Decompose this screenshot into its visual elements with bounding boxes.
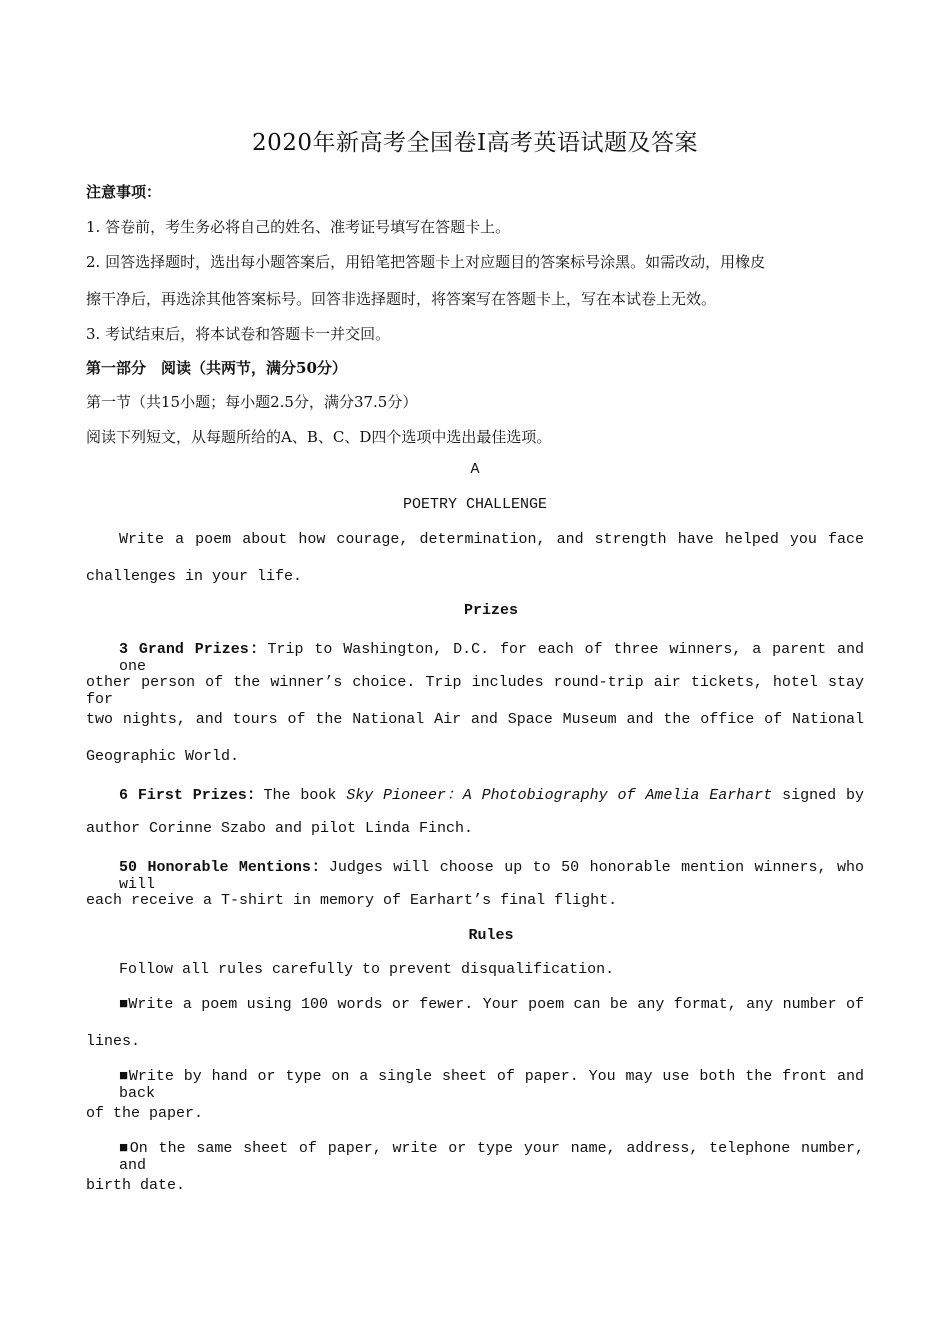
bullet-icon: ■ — [119, 1140, 130, 1157]
notice-item-2-line-1: 2. 回答选择题时，选出每小题答案后，用铅笔把答题卡上对应题目的答案标号涂黑。如需改动，用橡皮 — [86, 253, 766, 271]
notice-item-1: 1. 答卷前，考生务必将自己的姓名、准考证号填写在答题卡上。 — [86, 218, 511, 236]
intro-line-2: challenges in your life. — [86, 568, 303, 585]
rules-heading: Rules — [468, 927, 514, 944]
first-prize-line-2: author Corinne Szabo and pilot Linda Finch. — [86, 820, 474, 837]
reading-instruction: 阅读下列短文，从每题所给的A、B、C、D四个选项中选出最佳选项。 — [86, 428, 552, 446]
passage-label: A — [470, 461, 480, 478]
document-title: 2020年新高考全国卷Ⅰ高考英语试题及答案 — [251, 130, 699, 156]
grand-prize-line-4: Geographic World. — [86, 748, 240, 765]
rule-2-line-1 — [86, 1068, 864, 1102]
notice-item-2-line-2: 擦干净后，再选涂其他答案标号。回答非选择题时，将答案写在答题卡上，写在本试卷上无效。 — [86, 290, 717, 308]
first-prize-pre: The book — [263, 787, 347, 804]
honorable-text: Judges will choose up to 50 honorable mention winners, who will — [119, 859, 864, 893]
passage-title: POETRY CHALLENGE — [402, 496, 548, 513]
rule-2-text: Write by hand or type on a single sheet of paper. You may use both the front and back — [119, 1068, 864, 1102]
bullet-icon: ■ — [119, 996, 129, 1013]
part1-heading: 第一部分 阅读（共两节，满分50分） — [86, 359, 347, 377]
grand-prize-line-3: two nights, and tours of the National Air and Space Museum and the office of National — [86, 711, 864, 728]
rule-3-text: On the same sheet of paper, write or type your name, address, telephone number, and — [119, 1140, 864, 1174]
rule-2-line-2: of the paper. — [86, 1105, 204, 1122]
grand-prize-label: 3 Grand Prizes： — [119, 641, 268, 658]
bullet-icon: ■ — [119, 1068, 129, 1085]
grand-prize-text: Trip to Washington, D.C. for each of three winners, a parent and one — [119, 641, 865, 675]
first-prize-line-1 — [86, 783, 864, 804]
honorable-line-2: each receive a T-shirt in memory of Earhart’s final flight. — [86, 892, 618, 909]
rule-1-line-1 — [86, 996, 864, 1013]
rule-3-line-2: birth date. — [86, 1177, 186, 1194]
intro-line-1: Write a poem about how courage, determination, and strength have helped you face — [119, 531, 864, 548]
honorable-label: 50 Honorable Mentions： — [119, 859, 329, 876]
book-title: Sky Pioneer：A Photobiography of Amelia Earhart — [346, 787, 773, 804]
first-prize-label: 6 First Prizes： — [119, 787, 264, 804]
rule-1-text: Write a poem using 100 words or fewer. Your poem can be any format, any number of — [128, 996, 864, 1013]
prizes-heading: Prizes — [463, 602, 518, 619]
rule-3-line-1 — [86, 1140, 864, 1174]
grand-prize-line-1 — [86, 637, 864, 675]
honorable-line-1 — [86, 855, 864, 893]
notice-item-3: 3. 考试结束后，将本试卷和答题卡一并交回。 — [86, 325, 391, 343]
section1-heading: 第一节（共15小题；每小题2.5分，满分37.5分） — [86, 393, 418, 411]
grand-prize-line-2: other person of the winner’s choice. Trip includes round-trip air tickets, hotel stay for — [86, 674, 864, 708]
first-prize-post: signed by — [772, 787, 864, 804]
notice-heading: 注意事项： — [86, 183, 162, 201]
rules-intro: Follow all rules carefully to prevent disqualification. — [119, 961, 615, 978]
rule-1-line-2: lines. — [86, 1033, 141, 1050]
